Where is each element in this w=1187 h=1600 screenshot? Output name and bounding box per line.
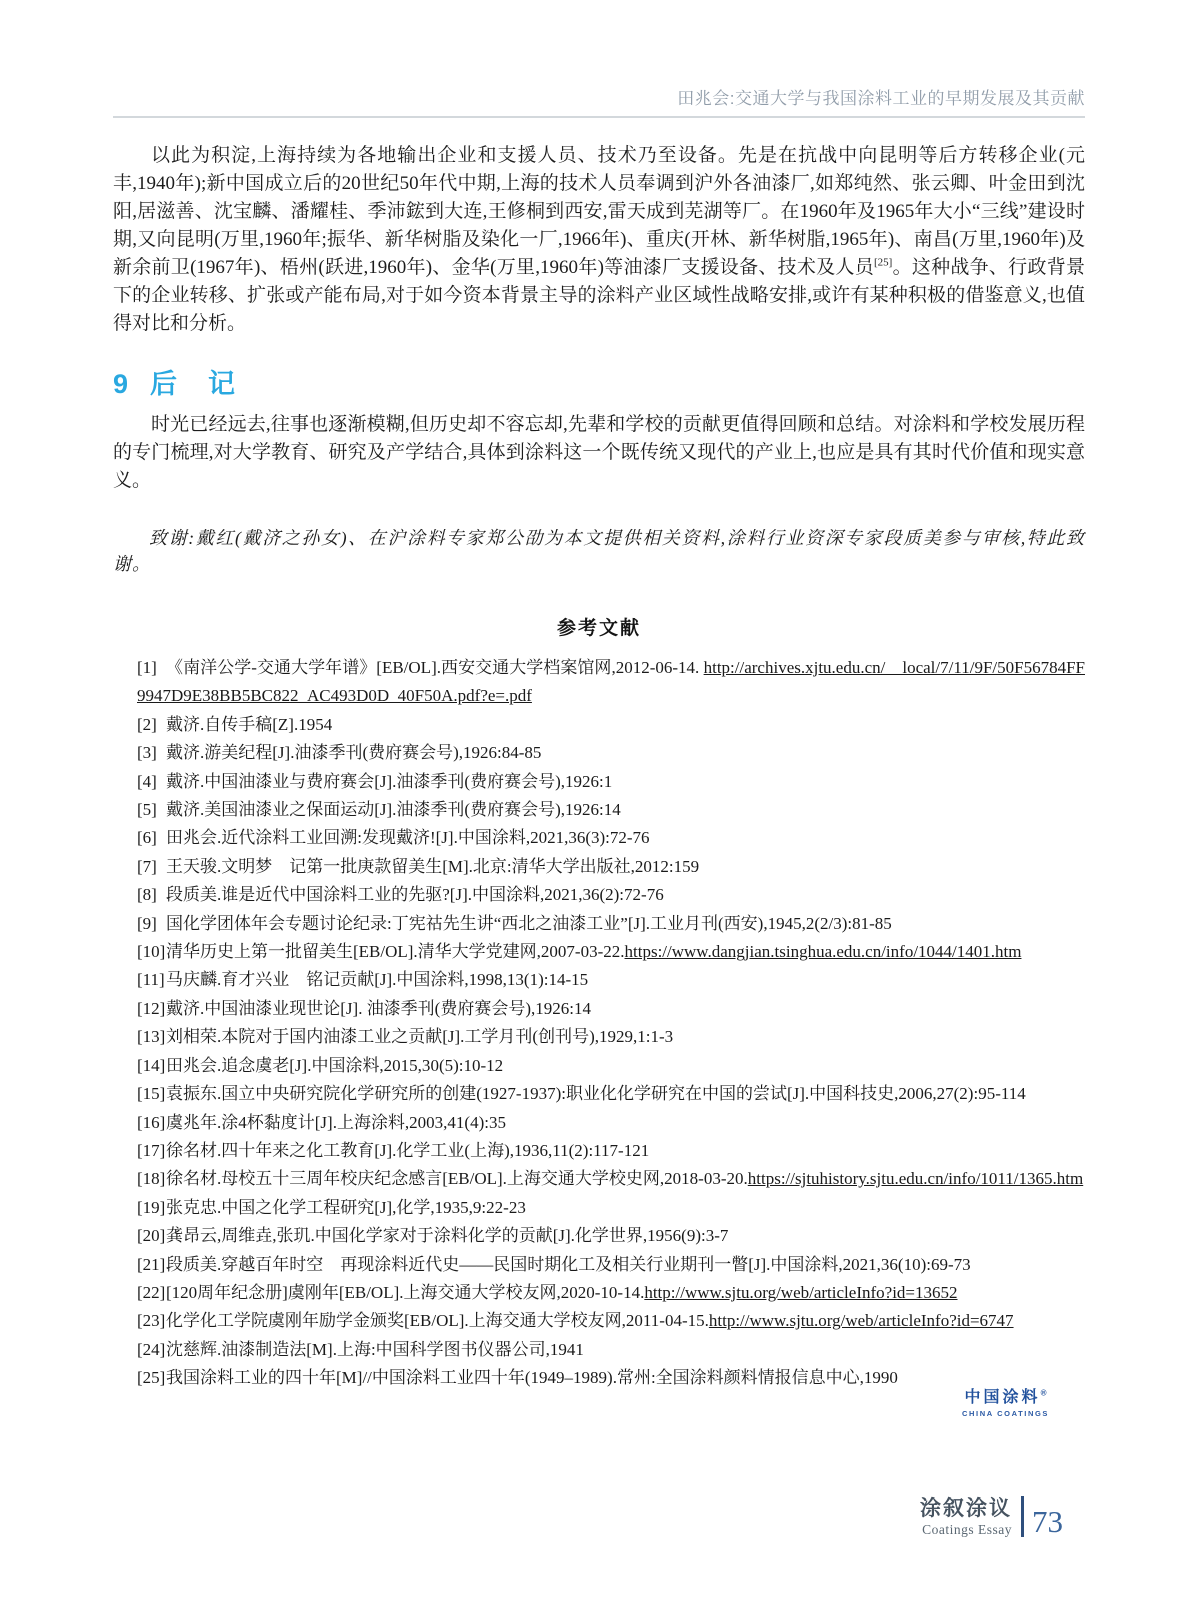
references-heading: 参考文献 [556,618,641,639]
section-title: 后 记 [150,369,238,399]
reference-number: [15] [137,1084,166,1104]
reference-number: [13] [137,1027,166,1047]
reference-number: [1] [137,658,157,677]
logo-wordmark [962,1384,1049,1407]
registered-mark: ® [1040,1388,1047,1398]
reference-item [137,881,1085,909]
reference-text: 《南洋公学-交通大学年谱》[EB/OL].西安交通大学档案馆网,2012-06-14. http://archives.xjtu.edu.cn/__local/7/11/9F/50F56784FF9947D9E38BB5BC822_AC493D0D_40F50A.pdf?e=.pdf [137,658,1085,706]
reference-number: [9] [137,913,157,933]
reference-number: [21] [137,1254,166,1274]
reference-text: 徐名材.母校五十三周年校庆纪念感言[EB/OL].上海交通大学校史网,2018-03-20.https://sjtuhistory.sjtu.edu.cn/info/1011/1365.htm [166,1169,1084,1189]
reference-number: [23] [137,1311,166,1331]
paragraph-text: 。这种战争、行政背景下的企业转移、扩张或产能布局,对于如今资本背景主导的涂料产业区域性战略安排,或许有某种积极的借鉴意义,也值得对比和分析。 [113,257,1085,334]
running-title: 田兆会:交通大学与我国涂料工业的早期发展及其贡献 [677,89,1085,108]
page-number: 73 [1032,1504,1063,1539]
reference-number: [17] [137,1140,166,1160]
reference-item [137,966,1085,994]
reference-number: [16] [137,1112,166,1132]
china-coatings-logo [962,1384,1049,1418]
reference-text: 化学化工学院虞刚年励学金颁奖[EB/OL].上海交通大学校友网,2011-04-15.http://www.sjtu.org/web/articleInfo?id=6747 [166,1311,1014,1331]
reference-text: 袁振东.国立中央研究院化学研究所的创建(1927-1937):职业化化学研究在中国的尝试[J].中国科技史,2006,27(2):95-114 [166,1084,1026,1104]
reference-item [137,1279,1085,1307]
reference-item [137,1080,1085,1108]
reference-item [137,1251,1085,1279]
reference-number: [14] [137,1055,166,1075]
reference-text: 刘相荣.本院对于国内油漆工业之贡献[J].工学月刊(创刊号),1929,1:1-3 [166,1027,674,1047]
reference-link[interactable]: http://www.sjtu.org/web/articleInfo?id=13652 [644,1282,958,1302]
reference-number: [5] [137,800,157,820]
reference-number: [18] [137,1169,166,1189]
column-title [920,1496,1021,1537]
reference-text: 戴济.自传手稿[Z].1954 [166,714,333,734]
reference-item [137,853,1085,881]
reference-number: [12] [137,998,166,1018]
reference-link[interactable]: http://archives.xjtu.edu.cn/__local/7/11/9F/50F56784FF9947D9E38BB5BC822_AC493D0D_40F50A.pdf?e=.pdf [137,658,1085,706]
reference-number: [8] [137,885,157,905]
reference-item [137,1364,1085,1392]
reference-text: 戴济.中国油漆业现世论[J]. 油漆季刊(费府赛会号),1926:14 [166,998,591,1018]
reference-text: 虞兆年.涂4杯黏度计[J].上海涂料,2003,41(4):35 [166,1112,506,1132]
reference-text: 国化学团体年会专题讨论纪录:丁宪祜先生讲“西北之油漆工业”[J].工业月刊(西安),1945,2(2/3):81-85 [166,913,892,933]
reference-item [137,1109,1085,1137]
reference-text: 王天骏.文明梦 记第一批庚款留美生[M].北京:清华大学出版社,2012:159 [166,856,700,876]
reference-number: [6] [137,828,157,848]
reference-text: 戴济.中国油漆业与费府赛会[J].油漆季刊(费府赛会号),1926:1 [166,771,613,791]
reference-item [137,1023,1085,1051]
reference-text: 沈慈辉.油漆制造法[M].上海:中国科学图书仪器公司,1941 [166,1339,584,1359]
reference-item [137,768,1085,796]
reference-number: [25] [137,1368,166,1388]
reference-text: [120周年纪念册]虞刚年[EB/OL].上海交通大学校友网,2020-10-14.http://www.sjtu.org/web/articleInfo?id=13652 [166,1282,958,1302]
reference-item [137,1336,1085,1364]
paragraph-industry-transfer [113,142,1085,338]
reference-item [137,938,1085,966]
references-list [137,654,1085,1393]
reference-item [137,1194,1085,1222]
reference-number: [20] [137,1226,166,1246]
paragraph-text: 以此为积淀,上海持续为各地输出企业和支援人员、技术乃至设备。先是在抗战中向昆明等后方转移企业(元丰,1940年);新中国成立后的20世纪50年代中期,上海的技术人员奉调到沪外各油漆厂,如郑纯然、张云卿、叶金田到沈阳,居滋善、沈宝麟、潘耀桂、季沛鋐到大连,王修桐到西安,雷天成到芜湖等厂。在1960年及1965年大小“三线”建设时期,又向昆明(万里,1960年;振华、新华树脂及染化一厂,1966年)、重庆(开林、新华树脂,1965年)、南昌(万里,1960年)及新余前卫(1967年)、梧州(跃进,1960年)、金华(万里,1960年)等油漆厂支援设备、技术及人员 [113,145,1085,278]
section-heading-epilogue [113,362,1085,401]
reference-item [137,824,1085,852]
column-title-en: Coatings Essay [922,1522,1012,1537]
page-footer [920,1496,1063,1537]
reference-number: [3] [137,743,157,763]
reference-text: 戴济.游美纪程[J].油漆季刊(费府赛会号),1926:84-85 [166,743,542,763]
reference-item [137,1165,1085,1193]
logo-en-text: CHINA COATINGS [962,1409,1049,1418]
reference-item [137,1307,1085,1335]
reference-item [137,711,1085,739]
acknowledgment: 致谢:戴红(戴济之孙女)、在沪涂料专家郑公劭为本文提供相关资料,涂料行业资深专家段质美参与审核,特此致谢。 [113,528,1085,574]
header-rule [113,116,1085,118]
reference-number: [24] [137,1339,166,1359]
reference-text: 龚昂云,周维垚,张玑.中国化学家对于涂料化学的贡献[J].化学世界,1956(9):3-7 [166,1226,729,1246]
reference-text: 张克忠.中国之化学工程研究[J],化学,1935,9:22-23 [166,1197,526,1217]
reference-item [137,1052,1085,1080]
reference-link[interactable]: https://sjtuhistory.sjtu.edu.cn/info/1011/1365.htm [747,1169,1084,1189]
reference-text: 徐名材.四十年来之化工教育[J].化学工业(上海),1936,11(2):117-121 [166,1140,650,1160]
reference-number: [11] [137,970,165,990]
reference-item [137,739,1085,767]
reference-item [137,995,1085,1023]
reference-number: [22] [137,1282,166,1302]
reference-number: [10] [137,942,166,962]
reference-text: 戴济.美国油漆业之保面运动[J].油漆季刊(费府赛会号),1926:14 [166,800,621,820]
reference-link[interactable]: http://www.sjtu.org/web/articleInfo?id=6747 [708,1311,1014,1331]
reference-text: 田兆会.追念虞老[J].中国涂料,2015,30(5):10-12 [166,1055,504,1075]
reference-item [137,654,1085,711]
logo-zh-text: 中国涂料 [964,1389,1041,1406]
reference-text: 清华历史上第一批留美生[EB/OL].清华大学党建网,2007-03-22.https://www.dangjian.tsinghua.edu.cn/info/1044/1401.htm [166,942,1022,962]
paragraph-epilogue: 时光已经远去,往事也逐渐模糊,但历史却不容忘却,先辈和学校的贡献更值得回顾和总结。对涂料和学校发展历程的专门梳理,对大学教育、研究及产学结合,具体到涂料这一个既传统又现代的产业上,也应是具有其时代价值和现实意义。 [113,414,1085,491]
reference-item [137,796,1085,824]
reference-number: [4] [137,771,157,791]
reference-item [137,910,1085,938]
reference-text: 段质美.穿越百年时空 再现涂料近代史——民国时期化工及相关行业期刊一瞥[J].中国涂料,2021,36(10):69-73 [166,1254,971,1274]
reference-number: [7] [137,856,157,876]
reference-number: [19] [137,1197,166,1217]
column-title-zh: 涂叙涂议 [920,1497,1012,1520]
reference-item [137,1222,1085,1250]
reference-link[interactable]: https://www.dangjian.tsinghua.edu.cn/info/1044/1401.htm [624,942,1022,962]
section-number: 9 [113,369,129,399]
reference-item [137,1137,1085,1165]
reference-text: 田兆会.近代涂料工业回溯:发现戴济![J].中国涂料,2021,36(3):72-76 [166,828,650,848]
reference-text: 我国涂料工业的四十年[M]//中国涂料工业四十年(1949–1989).常州:全国涂料颜料情报信息中心,1990 [166,1368,898,1388]
reference-text: 马庆麟.育才兴业 铭记贡献[J].中国涂料,1998,13(1):14-15 [166,970,589,990]
citation-superscript: [25] [873,256,893,269]
reference-text: 段质美.谁是近代中国涂料工业的先驱?[J].中国涂料,2021,36(2):72-76 [166,885,664,905]
reference-number: [2] [137,714,157,734]
